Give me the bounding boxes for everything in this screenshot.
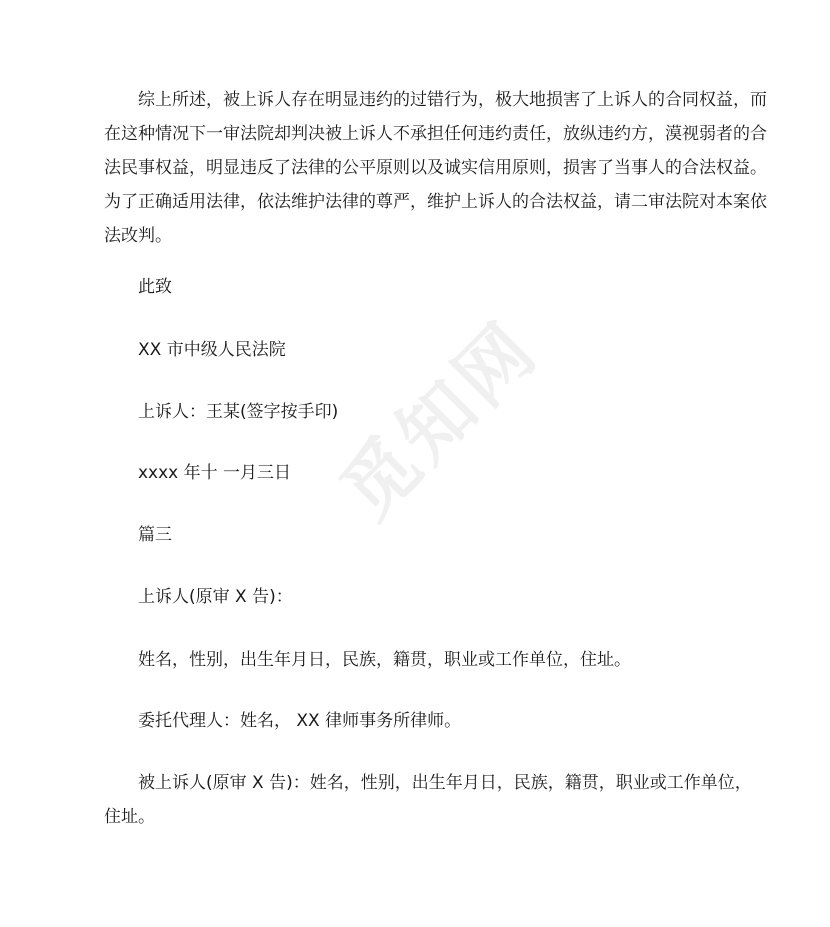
appellant-details: 姓名，性别，出生年月日，民族，籍贯，职业或工作单位，住址。 [138,650,631,670]
date-line: xxxx 年十 一月三日 [138,463,292,483]
appellee-line-1: 被上诉人(原审 X 告)：姓名，性别，出生年月日，民族，籍贯，职业或工作单位， [138,773,752,793]
appellee-line-2: 住址。 [104,807,155,827]
conclusion-line-3: 法民事权益，明显违反了法律的公平原则以及诚实信用原则，损害了当事人的合法权益。 [104,158,767,178]
conclusion-paragraph [104,83,767,253]
appellant-label: 上诉人(原审 X 告)： [138,587,293,607]
appellant-signature: 上诉人：王某(签字按手印) [138,402,339,422]
conclusion-line-2: 在这种情况下一审法院却判决被上诉人不承担任何违约责任，放纵违约方，漠视弱者的合 [104,124,767,144]
section-heading: 篇三 [138,525,172,545]
conclusion-line-1: 综上所述，被上诉人存在明显违约的过错行为，极大地损害了上诉人的合同权益，而 [138,90,767,110]
watermark: 觅知网 [324,304,556,536]
agent-line: 委托代理人：姓名， XX 律师事务所律师。 [138,711,462,731]
appellee-paragraph [104,766,752,834]
conclusion-line-5: 法改判。 [104,226,172,246]
conclusion-line-4: 为了正确适用法律，依法维护法律的尊严，维护上诉人的合法权益，请二审法院对本案依 [104,192,767,212]
court-name: XX 市中级人民法院 [138,340,286,360]
salutation: 此致 [138,277,172,297]
